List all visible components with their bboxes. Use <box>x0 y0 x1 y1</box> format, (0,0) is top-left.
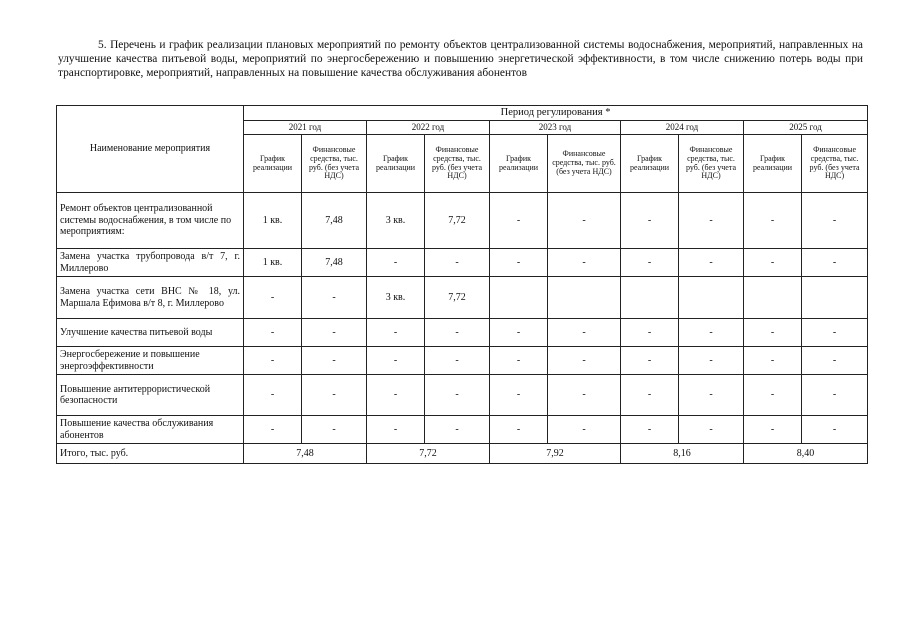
table-cell: - <box>744 347 802 375</box>
table-cell <box>744 277 802 319</box>
table-cell: 3 кв. <box>367 193 425 249</box>
table-cell: - <box>244 416 302 444</box>
table-row <box>57 347 868 375</box>
total-2025: 8,40 <box>744 444 868 464</box>
table-cell: 7,72 <box>425 277 490 319</box>
table-cell: - <box>490 347 548 375</box>
subheader-schedule: График реализации <box>744 135 802 193</box>
table-cell: - <box>425 249 490 277</box>
table-cell: - <box>621 416 679 444</box>
table-cell: - <box>548 347 621 375</box>
table-cell: - <box>367 319 425 347</box>
table-cell: - <box>490 319 548 347</box>
table-row <box>57 277 868 319</box>
table-cell: - <box>679 249 744 277</box>
table-cell: - <box>548 375 621 416</box>
table-cell: - <box>490 193 548 249</box>
year-header-2024: 2024 год <box>621 120 744 135</box>
table-cell: - <box>744 416 802 444</box>
total-2024: 8,16 <box>621 444 744 464</box>
table-cell: - <box>802 193 868 249</box>
table-row <box>57 249 868 277</box>
table-cell: - <box>679 347 744 375</box>
table-cell: - <box>367 347 425 375</box>
table-cell: - <box>744 193 802 249</box>
row-name: Повышение качества обслуживания абонентов <box>57 416 244 444</box>
table-cell: - <box>425 375 490 416</box>
table-cell: - <box>548 193 621 249</box>
table-cell: - <box>244 277 302 319</box>
table-cell: 3 кв. <box>367 277 425 319</box>
table-cell: - <box>302 416 367 444</box>
year-header-2021: 2021 год <box>244 120 367 135</box>
table-cell: 1 кв. <box>244 249 302 277</box>
row-name: Повышение антитеррористической безопасности <box>57 375 244 416</box>
table-cell <box>679 277 744 319</box>
table-cell: - <box>802 375 868 416</box>
table-cell: - <box>367 249 425 277</box>
subheader-finance: Финансовые средства, тыс. руб. (без учета НДС) <box>425 135 490 193</box>
total-2023: 7,92 <box>490 444 621 464</box>
table-cell: - <box>244 375 302 416</box>
table-row <box>57 319 868 347</box>
table-cell: - <box>621 319 679 347</box>
table-cell: - <box>679 375 744 416</box>
subheader-finance: Финансовые средства, тыс. руб. (без учета НДС) <box>679 135 744 193</box>
table-cell: - <box>302 277 367 319</box>
total-2021: 7,48 <box>244 444 367 464</box>
table-row <box>57 375 868 416</box>
table-cell: - <box>679 193 744 249</box>
table-cell: - <box>244 319 302 347</box>
table-cell: - <box>490 416 548 444</box>
row-name: Энергосбережение и повышение энергоэффективности <box>57 347 244 375</box>
table-cell: - <box>802 319 868 347</box>
total-label: Итого, тыс. руб. <box>57 444 244 464</box>
table-cell: - <box>621 193 679 249</box>
subheader-schedule: График реализации <box>244 135 302 193</box>
table-cell: - <box>425 347 490 375</box>
table-cell: - <box>802 416 868 444</box>
table-cell: - <box>744 319 802 347</box>
period-header: Период регулирования * <box>244 106 868 121</box>
table-cell: - <box>302 375 367 416</box>
table-cell: 7,72 <box>425 193 490 249</box>
table-cell <box>490 277 548 319</box>
table-cell: - <box>548 416 621 444</box>
subheader-schedule: График реализации <box>490 135 548 193</box>
subheader-finance: Финансовые средства, тыс. руб. (без учета НДС) <box>802 135 868 193</box>
table-row <box>57 416 868 444</box>
table-cell: - <box>621 347 679 375</box>
table-cell: 1 кв. <box>244 193 302 249</box>
row-name: Ремонт объектов централизованной системы водоснабжения, в том числе по мероприятиям: <box>57 193 244 249</box>
table-row <box>57 193 868 249</box>
table-cell: - <box>302 347 367 375</box>
table-cell: - <box>621 249 679 277</box>
total-row <box>57 444 868 464</box>
plan-table <box>56 105 868 464</box>
subheader-schedule: График реализации <box>367 135 425 193</box>
table-cell: - <box>367 375 425 416</box>
row-name: Замена участка сети ВНС № 18, ул. Маршала Ефимова в/т 8, г. Миллерово <box>57 277 244 319</box>
table-cell <box>621 277 679 319</box>
subheader-finance: Финансовые средства, тыс. руб. (без учета НДС) <box>302 135 367 193</box>
year-header-2022: 2022 год <box>367 120 490 135</box>
table-cell: - <box>367 416 425 444</box>
heading-text: Перечень и график реализации плановых мероприятий по ремонту объектов централизованной системы водоснабжения, мероприятий, направленных на улучшение качества питьевой воды, мероприятий по энергосбережению и повышению энергетической эффективности, в том числе снижению потерь воды при транспортировке, мероприятий, направленных на повышение качества обслуживания абонентов <box>58 39 863 79</box>
row-name: Улучшение качества питьевой воды <box>57 319 244 347</box>
heading-number: 5. <box>98 39 107 51</box>
table-cell: - <box>744 249 802 277</box>
section-heading <box>58 38 863 80</box>
table-cell: - <box>548 249 621 277</box>
table-cell: - <box>425 319 490 347</box>
table-cell: - <box>425 416 490 444</box>
subheader-finance: Финансовые средства, тыс. руб. (без учета НДС) <box>548 135 621 193</box>
table-cell <box>802 277 868 319</box>
row-name: Замена участка трубопровода в/т 7, г. Миллерово <box>57 249 244 277</box>
year-header-2025: 2025 год <box>744 120 868 135</box>
year-header-2023: 2023 год <box>490 120 621 135</box>
table-cell: - <box>802 249 868 277</box>
table-cell <box>548 277 621 319</box>
table-cell: - <box>621 375 679 416</box>
table-cell: 7,48 <box>302 249 367 277</box>
table-cell: - <box>679 416 744 444</box>
column-header-name: Наименование мероприятия <box>57 106 244 193</box>
table-cell: - <box>802 347 868 375</box>
table-cell: - <box>244 347 302 375</box>
table-cell: - <box>490 249 548 277</box>
table-cell: - <box>548 319 621 347</box>
total-2022: 7,72 <box>367 444 490 464</box>
table-cell: - <box>744 375 802 416</box>
table-cell: - <box>490 375 548 416</box>
table-cell: 7,48 <box>302 193 367 249</box>
table-cell: - <box>679 319 744 347</box>
table-cell: - <box>302 319 367 347</box>
subheader-schedule: График реализации <box>621 135 679 193</box>
